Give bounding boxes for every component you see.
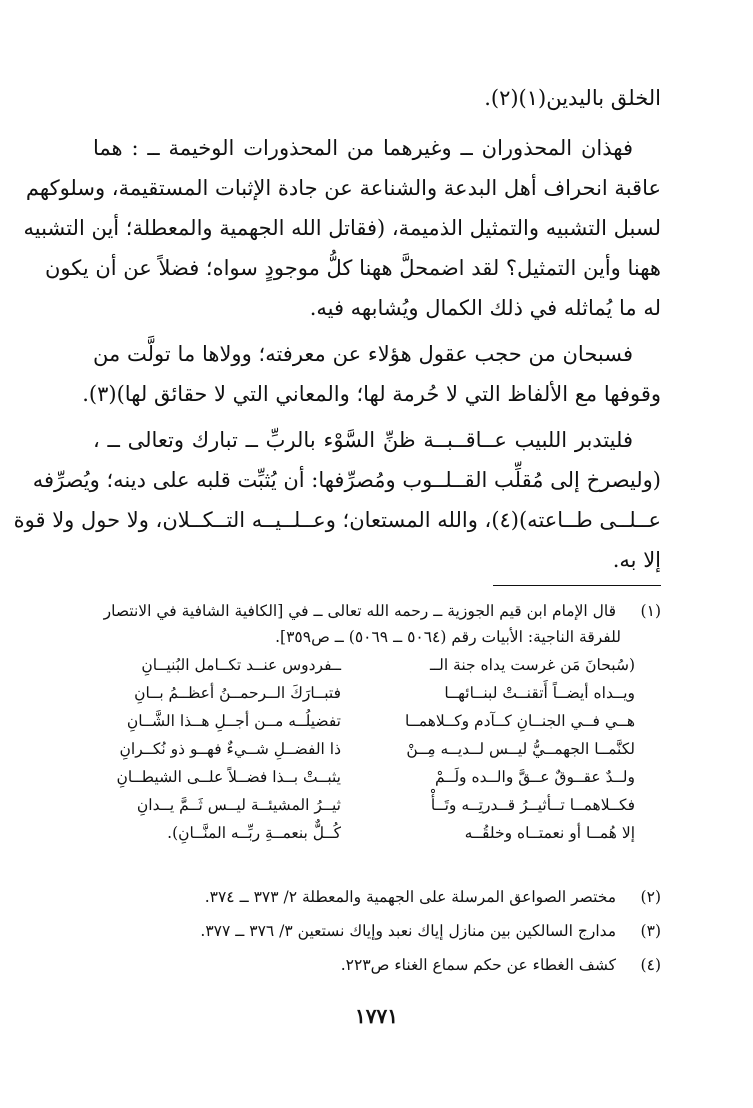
body-line-6: له ما يُماثله في ذلك الكمال ويُشابهه فيه. [309,296,661,320]
verse-2-left: فتبــارَكَ الــرحمــنُ أعظــمُ بــانِ [134,684,341,702]
footnote-2-text: مختصر الصواعق المرسلة على الجهمية والمعطلة ٢/ ٣٧٣ ــ ٣٧٤. [204,888,617,906]
verse-5-right: ولــدٌ عقــوقٌ عــقَّ والــده ولَــمْ [434,768,635,786]
verse-3-left: تفضيلُــه مــن أجــلِ هــذا الشَّــانِ [126,712,341,730]
body-line-12: إلا به. [612,548,661,572]
body-line-4: لسبل التشبيه والتمثيل الذميمة، (فقاتل الله الجهمية والمعطلة؛ أين التشبيه [23,216,661,240]
verse-1-left: ــفردوس عنــد تكــامل البُنيــانِ [141,656,341,674]
footnote-1-number: (١) [640,602,661,620]
verse-7-right: إلا هُمــا أو نعمتــاه وخلقُــه [464,824,635,842]
body-line-7: فسبحان من حجب عقول هؤلاء عن معرفته؛ وولاها ما تولَّت من [93,342,634,366]
body-line-10: (وليصرخ إلى مُقلِّب القــلــوب ومُصرِّفها: أن يُثبِّت قلبه على دينه؛ ويُصرِّفه [32,468,661,492]
verse-2-right: ويــداه أيضــاً أَتقنــتْ لبنــائهــا [444,684,635,702]
verse-4-right: لكنَّمــا الجهمــيُّ ليــس لــديــه مِــنْ [406,740,635,758]
footnote-1-line-2: للفرقة الناجية: الأبيات رقم (٥٠٦٤ ــ ٥٠٦٩) ــ ص٣٥٩]. [275,628,621,646]
body-line-5: ههنا وأين التمثيل؟ لقد اضمحلَّ ههنا كلُّ موجودٍ سواه؛ فضلاً عن أن يكون [44,256,661,280]
footnote-3 [91,918,661,944]
footnote-1-line-1 [91,598,661,624]
footnote-2-number: (٢) [640,888,661,906]
verse-1-right: (سُبحانَ مَن غرست يداه جنة الــ [430,656,635,674]
body-line-9: فليتدبر اللبيب عــاقــبــة ظنِّ السَّوْء بالربِّ ــ تبارك وتعالى ــ ، [93,428,633,452]
body-line-1: الخلق باليدين(١)(٢). [484,86,661,110]
footnote-1-text-1: قال الإمام ابن قيم الجوزية ــ رحمه الله تعالى ــ في [الكافية الشافية في الانتصار [103,602,617,620]
footnote-4 [91,952,661,978]
footnote-separator [493,585,661,586]
footnote-4-text: كشف الغطاء عن حكم سماع الغناء ص٢٢٣. [340,956,617,974]
footnote-4-number: (٤) [640,956,661,974]
body-line-8: وقوفها مع الألفاظ التي لا حُرمة لها؛ والمعاني التي لا حقائق لها)(٣). [82,382,661,406]
footnote-3-text: مدارج السالكين بين منازل إياك نعبد وإياك نستعين ٣/ ٣٧٦ ــ ٣٧٧. [200,922,617,940]
body-line-11: عــلــى طــاعته)(٤)، والله المستعان؛ وعــلــيــه التــكــلان، ولا حول ولا قوة [13,508,661,532]
verse-7-left: كُــلٌّ بنعمــةِ ربِّــه المنَّــانِ). [167,824,341,842]
verse-3-right: هــي فــي الجنــانِ كــآدم وكــلاهمــا [404,712,635,730]
verse-5-left: يثبــتْ بــذا فضــلاً علــى الشيطــانِ [116,768,341,786]
verse-6-right: فكــلاهمــا تــأثيــرُ قــدرتِــه وتَــأْ [430,796,635,814]
page-number: ١٧٧١ [355,1004,398,1028]
verse-6-left: ثيــرُ المشيئــة ليــس ثَــمَّ يــدانِ [136,796,341,814]
footnote-2 [91,884,661,910]
footnote-3-number: (٣) [640,922,661,940]
verse-4-left: ذا الفضــلِ شــيءٌ فهــو ذو نُكــرانِ [119,740,341,758]
body-line-3: عاقبة انحراف أهل البدعة والشناعة عن جادة الإثبات المستقيمة، وسلوكهم [25,176,661,200]
body-line-2: فهذان المحذوران ــ وغيرهما من المحذورات الوخيمة ــ : هما [93,136,633,160]
